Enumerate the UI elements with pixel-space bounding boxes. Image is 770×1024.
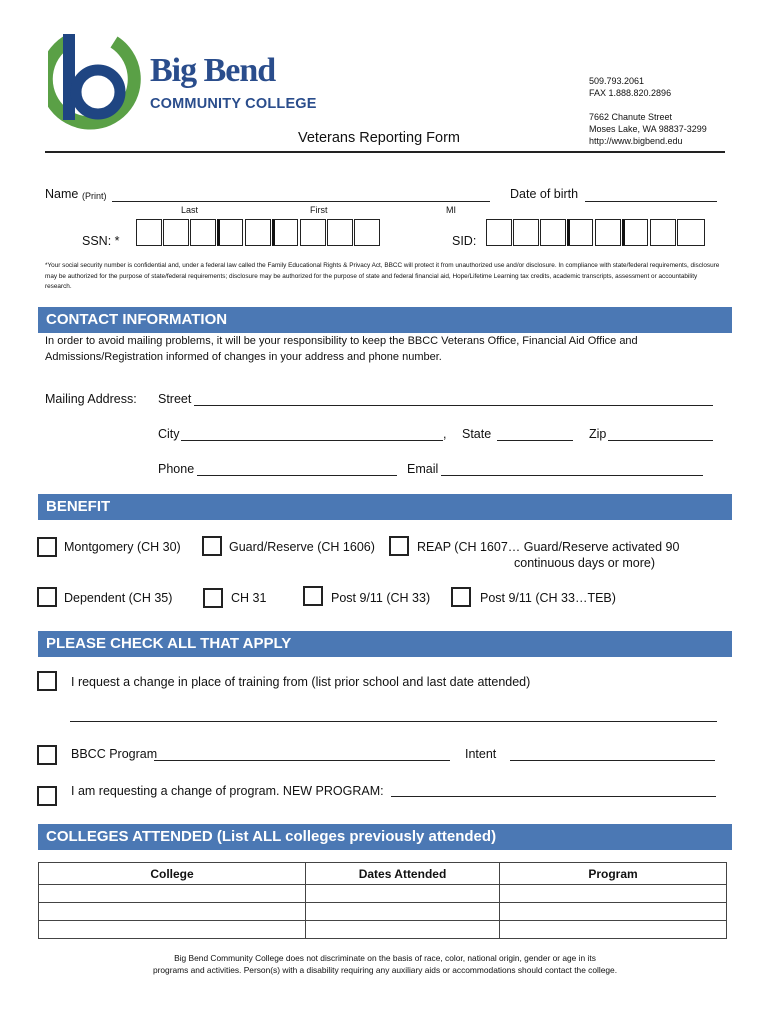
logo xyxy=(48,30,143,135)
zip-label: Zip xyxy=(589,427,607,441)
mailing-label: Mailing Address: xyxy=(45,392,137,406)
table-row[interactable] xyxy=(39,921,727,939)
benefit-heading-bar xyxy=(38,494,732,520)
ch31-label: CH 31 xyxy=(231,591,267,605)
college-cell[interactable] xyxy=(39,903,306,921)
street-field[interactable] xyxy=(194,405,713,406)
intent-field[interactable] xyxy=(510,760,715,761)
state-label: State xyxy=(462,427,492,441)
ssn-box[interactable] xyxy=(190,219,216,246)
reap-checkbox[interactable] xyxy=(389,536,409,556)
city-label: City xyxy=(158,427,180,441)
name-label: Name xyxy=(45,187,79,201)
city-field[interactable] xyxy=(181,440,443,441)
phone-field[interactable] xyxy=(197,475,397,476)
guard-reserve-label: Guard/Reserve (CH 1606) xyxy=(229,540,375,554)
dates-column-header: Dates Attended xyxy=(306,863,500,885)
ssn-disclaimer: *Your social security number is confidential and, under a federal law called the Family Educational Rights & Privacy Act, BBCC will protect it from unauthorized use and/or disclosure. In compliance with state/federal requirements, disclosure may be authorized for the purpose of state/federal requirements; disclosure may be authorized for the purpose of state and federal financial aid, Hope/Lifetime Learning tax credits, academic transcripts, assessment or accountability research. xyxy=(45,262,720,290)
prior-school-field[interactable] xyxy=(70,721,717,722)
dob-field[interactable] xyxy=(585,201,717,202)
contact-heading: CONTACT INFORMATION xyxy=(46,311,228,328)
phone-label: Phone xyxy=(158,462,195,476)
table-header-row xyxy=(39,863,727,885)
sid-box[interactable] xyxy=(513,219,539,246)
sid-box[interactable] xyxy=(595,219,621,246)
program-column-header: Program xyxy=(500,863,727,885)
ch31-checkbox[interactable] xyxy=(203,588,223,608)
mi-label: MI xyxy=(446,205,456,215)
dob-label: Date of birth xyxy=(510,187,579,201)
website: http://www.bigbend.edu xyxy=(589,136,683,146)
street-label: Street xyxy=(158,392,192,406)
new-program-field[interactable] xyxy=(391,796,716,797)
colleges-table xyxy=(38,862,727,939)
apply-heading-bar xyxy=(38,631,732,657)
table-row[interactable] xyxy=(39,903,727,921)
print-label: (Print) xyxy=(82,191,107,201)
intent-label: Intent xyxy=(465,747,497,761)
dates-cell[interactable] xyxy=(306,885,500,903)
last-label: Last xyxy=(181,205,199,215)
ssn-box[interactable] xyxy=(245,219,271,246)
post911-teb-checkbox[interactable] xyxy=(451,587,471,607)
address-street: 7662 Chanute Street xyxy=(589,112,673,122)
change-training-checkbox[interactable] xyxy=(37,671,57,691)
sid-box[interactable] xyxy=(650,219,676,246)
college-column-header: College xyxy=(39,863,306,885)
ssn-box[interactable] xyxy=(300,219,326,246)
montgomery-checkbox[interactable] xyxy=(37,537,57,557)
dependent-label: Dependent (CH 35) xyxy=(64,591,173,605)
sid-box[interactable] xyxy=(677,219,705,246)
first-label: First xyxy=(310,205,328,215)
form-title: Veterans Reporting Form xyxy=(298,130,460,146)
contact-heading-bar xyxy=(38,307,732,333)
sid-box[interactable] xyxy=(622,219,648,246)
phone: 509.793.2061 xyxy=(589,76,645,86)
change-training-label: I request a change in place of training from (list prior school and last date attended) xyxy=(71,675,531,689)
ssn-box[interactable] xyxy=(136,219,162,246)
zip-field[interactable] xyxy=(608,440,713,441)
change-program-label: I am requesting a change of program. NEW PROGRAM: xyxy=(71,784,384,798)
contact-intro-1: In order to avoid mailing problems, it will be your responsibility to keep the BBCC Veterans Office, Financial Aid Office and xyxy=(45,335,638,347)
benefit-heading: BENEFIT xyxy=(46,498,111,515)
post911-checkbox[interactable] xyxy=(303,586,323,606)
reap-label-cont: continuous days or more) xyxy=(514,556,656,570)
contact-intro-2: Admissions/Registration informed of changes in your address and phone number. xyxy=(45,351,442,363)
guard-reserve-checkbox[interactable] xyxy=(202,536,222,556)
footer-line-1: Big Bend Community College does not discriminate on the basis of race, color, national origin, gender or age in its xyxy=(174,953,596,963)
name-field[interactable] xyxy=(112,201,490,202)
program-cell[interactable] xyxy=(500,921,727,939)
ssn-box[interactable] xyxy=(217,219,243,246)
dates-cell[interactable] xyxy=(306,903,500,921)
reap-label: REAP (CH 1607… Guard/Reserve activated 90 xyxy=(417,540,680,554)
email-field[interactable] xyxy=(441,475,703,476)
post911-teb-label: Post 9/11 (CH 33…TEB) xyxy=(480,591,616,605)
sid-box[interactable] xyxy=(540,219,566,246)
header-rule xyxy=(45,151,725,153)
table-row[interactable] xyxy=(39,885,727,903)
footer-line-2: programs and activities. Person(s) with a disability requiring any auxiliary aids or accommodations should contact the college. xyxy=(152,965,618,975)
colleges-heading: COLLEGES ATTENDED (List ALL colleges previously attended) xyxy=(46,828,497,845)
bbcc-program-field[interactable] xyxy=(154,760,450,761)
sid-box[interactable] xyxy=(567,219,593,246)
apply-heading: PLEASE CHECK ALL THAT APPLY xyxy=(46,635,292,652)
logo-mark-icon xyxy=(48,30,143,135)
program-cell[interactable] xyxy=(500,903,727,921)
montgomery-label: Montgomery (CH 30) xyxy=(64,540,181,554)
ssn-box[interactable] xyxy=(354,219,380,246)
city-comma: , xyxy=(443,427,447,441)
sid-box[interactable] xyxy=(486,219,512,246)
colleges-heading-bar xyxy=(38,824,732,850)
college-cell[interactable] xyxy=(39,885,306,903)
post911-label: Post 9/11 (CH 33) xyxy=(331,591,431,605)
dependent-checkbox[interactable] xyxy=(37,587,57,607)
ssn-label: SSN: * xyxy=(82,234,120,248)
bbcc-program-checkbox[interactable] xyxy=(37,745,57,765)
bbcc-program-label: BBCC Program xyxy=(71,747,158,761)
college-cell[interactable] xyxy=(39,921,306,939)
change-program-checkbox[interactable] xyxy=(37,786,57,806)
email-label: Email xyxy=(407,462,439,476)
ssn-box[interactable] xyxy=(327,219,353,246)
college-name: Big Bend xyxy=(150,52,276,89)
sid-label: SID: xyxy=(452,234,477,248)
college-subtitle: COMMUNITY COLLEGE xyxy=(150,96,317,112)
ssn-box[interactable] xyxy=(163,219,189,246)
ssn-box[interactable] xyxy=(272,219,298,246)
address-city: Moses Lake, WA 98837-3299 xyxy=(589,124,707,134)
fax: FAX 1.888.820.2896 xyxy=(589,88,672,98)
dates-cell[interactable] xyxy=(306,921,500,939)
program-cell[interactable] xyxy=(500,885,727,903)
state-field[interactable] xyxy=(497,440,573,441)
